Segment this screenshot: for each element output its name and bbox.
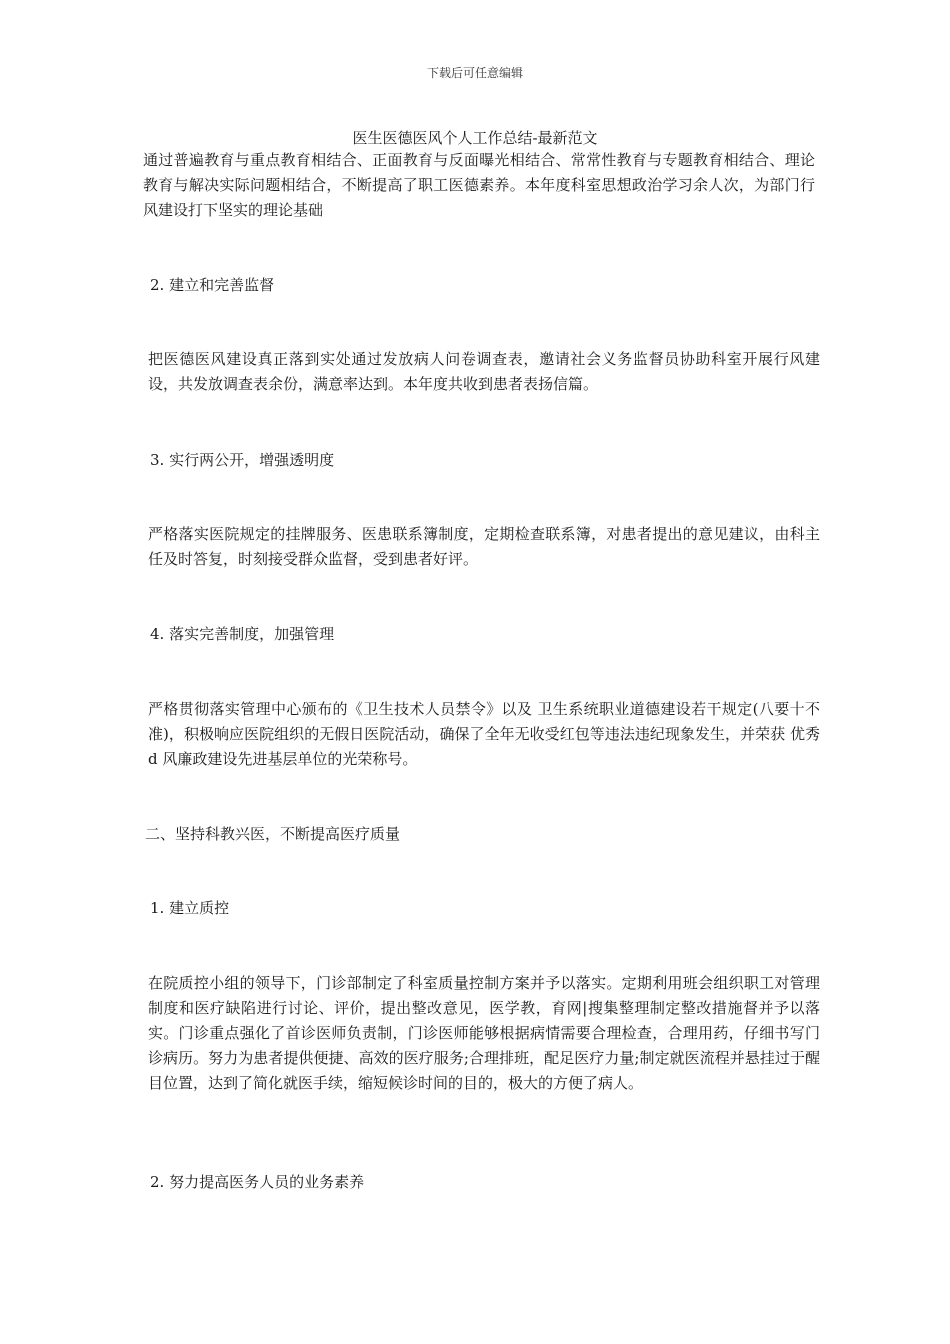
heading-staff-quality: 2. 努力提高医务人员的业务素养 (150, 1173, 365, 1191)
heading-transparency: 3. 实行两公开，增强透明度 (150, 451, 335, 469)
heading-section-two: 二、坚持科教兴医，不断提高医疗质量 (145, 825, 401, 843)
heading-quality-control: 1. 建立质控 (150, 899, 230, 917)
paragraph-quality-control: 在院质控小组的领导下，门诊部制定了科室质量控制方案并予以落实。定期利用班会组织职工对管理制度和医疗缺陷进行讨论、评价，提出整改意见，医学教，育网|搜集整理制定整改措施督并予以落实。门诊重点强化了首诊医师负责制，门诊医师能够根据病情需要合理检查，合理用药，仔细书写门诊病历。努力为患者提供便捷、高效的医疗服务;合理排班，配足医疗力量;制定就医流程并悬挂过于醒目位置，达到了简化就医手续，缩短候诊时间的目的，极大的方便了病人。 (148, 974, 820, 1092)
page-title: 医生医德医风个人工作总结-最新范文 (352, 129, 598, 147)
header-note: 下载后可任意编辑 (426, 66, 523, 80)
heading-management: 4. 落实完善制度，加强管理 (150, 625, 335, 643)
paragraph-management: 严格贯彻落实管理中心颁布的《卫生技术人员禁令》以及 卫生系统职业道德建设若干规定(八要十不准)，积极响应医院组织的无假日医院活动，确保了全年无收受红包等违法违纪现象发生，并荣获 优秀 d 风廉政建设先进基层单位的光荣称号。 (148, 700, 820, 768)
heading-supervision: 2. 建立和完善监督 (150, 276, 275, 294)
paragraph-supervision: 把医德医风建设真正落到实处通过发放病人问卷调查表，邀请社会义务监督员协助科室开展行风建设，共发放调查表余份，满意率达到。本年度共收到患者表扬信篇。 (148, 350, 820, 393)
paragraph-education: 通过普遍教育与重点教育相结合、正面教育与反面曝光相结合、常常性教育与专题教育相结合、理论教育与解决实际问题相结合，不断提高了职工医德素养。本年度科室思想政治学习余人次，为部门行风建设打下坚实的理论基础 (143, 151, 815, 219)
paragraph-transparency: 严格落实医院规定的挂牌服务、医患联系簿制度，定期检查联系簿，对患者提出的意见建议，由科主任及时答复，时刻接受群众监督，受到患者好评。 (148, 525, 820, 568)
